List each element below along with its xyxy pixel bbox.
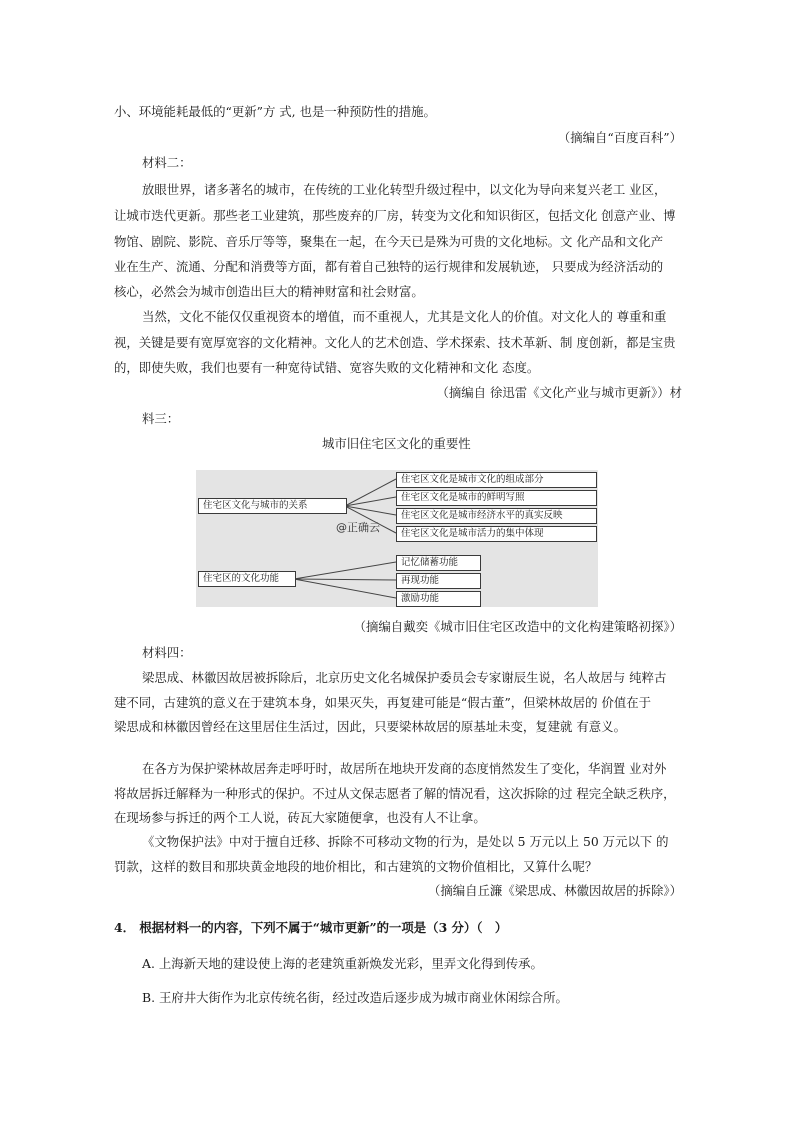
diagram-heading: 城市旧住宅区文化的重要性	[322, 436, 471, 451]
paragraph-line: 罚款，这样的数目和那块黄金地段的地价相比，和古建筑的文物价值相比，又算什么呢？	[114, 859, 598, 874]
function-item: 激励功能	[396, 591, 481, 607]
source-citation: （摘编自丘濂《梁思成、林徽因故居的拆除》）	[427, 883, 682, 898]
option-a[interactable]: A. 上海新天地的建设使上海的老建筑重新焕发光彩，里弄文化得到传承。	[142, 956, 543, 971]
section-title: 材料四：	[142, 645, 192, 660]
concept-diagram	[196, 470, 598, 607]
paragraph-line: 建不同，古建筑的意义在于建筑本身，如果灭失，再复建可能是“假古董”，但梁林故居的 价值在于	[114, 695, 652, 710]
relation-item: 住宅区文化是城市活力的集中体现	[396, 526, 597, 542]
paragraph-line: 放眼世界，诸多著名的城市，在传统的工业化转型升级过程中，以文化为导向来复兴老工 业区，	[142, 182, 667, 197]
paragraph-line: 核心，必然会为城市创造出巨大的精神财富和社会财富。	[114, 284, 424, 299]
section-title: 材料二：	[142, 155, 192, 170]
paragraph-line: 当然，文化不能仅仅重视资本的增值，而不重视人，尤其是文化人的价值。对文化人的 尊重和重	[142, 309, 667, 324]
paragraph-line: 的，即使失败，我们也要有一种宽待试错、宽容失败的文化精神和文化 态度。	[114, 360, 540, 375]
paragraph-line: 梁思成、林徽因故居被拆除后，北京历史文化名城保护委员会专家谢辰生说，名人故居与 纯粹古	[142, 670, 667, 685]
relation-label-box: 住宅区文化与城市的关系	[198, 498, 347, 514]
paragraph-line: 视，关键是要有宽厚宽容的文化精神。文化人的艺术创造、学术探索、技术革新、制 度创新，都是宝贵	[114, 335, 676, 350]
paragraph-line: 小、环境能耗最低的“更新”方 式, 也是一种预防性的措施。	[114, 104, 436, 119]
paragraph-line: 在各方为保护梁林故居奔走呼吁时，故居所在地块开发商的态度悄然发生了变化，华润置 业对外	[142, 761, 667, 776]
function-item: 记忆储蓄功能	[396, 555, 481, 571]
paragraph-line: 让城市迭代更新。那些老工业建筑，那些废弃的厂房，转变为文化和知识街区，包括文化 创意产业、博	[114, 208, 676, 223]
function-label-box: 住宅区的文化功能	[198, 571, 296, 587]
paragraph-line: 物馆、剧院、影院、音乐厅等等，聚集在一起，在今天已是殊为可贵的文化地标。文 化产品和文化产	[114, 234, 664, 249]
relation-item: 住宅区文化是城市文化的组成部分	[396, 472, 597, 488]
paragraph-line: 业在生产、流通、分配和消费等方面，都有着自己独特的运行规律和发展轨迹， 只要成为经济活动的	[114, 259, 664, 274]
source-citation: （摘编自 徐迅雷《文化产业与城市更新》）材	[436, 385, 682, 400]
relation-item: 住宅区文化是城市经济水平的真实反映	[396, 508, 597, 524]
paragraph-line: 《文物保护法》中对于擅自迁移、拆除不可移动文物的行为，是处以 5 万元以上 50 万元以下 的	[142, 834, 669, 849]
source-citation: （摘编自“百度百科”）	[557, 130, 682, 145]
function-item: 再现功能	[396, 573, 481, 589]
paragraph-line: 在现场参与拆迁的两个工人说，砖瓦大家随便拿，也没有人不让拿。	[114, 810, 486, 825]
source-citation: （摘编自戴奕《城市旧住宅区改造中的文化构建策略初探》）	[353, 619, 682, 634]
watermark-text: @正确云	[336, 521, 380, 534]
relation-item: 住宅区文化是城市的鲜明写照	[396, 490, 597, 506]
paragraph-line: 梁思成和林徽因曾经在这里居住生活过，因此，只要梁林故居的原基址未变，复建就 有意义。	[114, 719, 626, 734]
option-b[interactable]: B. 王府井大街作为北京传统名街，经过改造后逐步成为城市商业休闲综合所。	[142, 990, 568, 1005]
paragraph-line: 将故居拆迁解释为一种形式的保护。不过从文保志愿者了解的情况看，这次拆除的过 程完全缺乏秩序，	[114, 786, 676, 801]
section-title: 料三：	[142, 411, 180, 426]
question-4: 4． 根据材料一的内容，下列不属于“城市更新”的一项是（3 分）（ ）	[114, 920, 508, 935]
